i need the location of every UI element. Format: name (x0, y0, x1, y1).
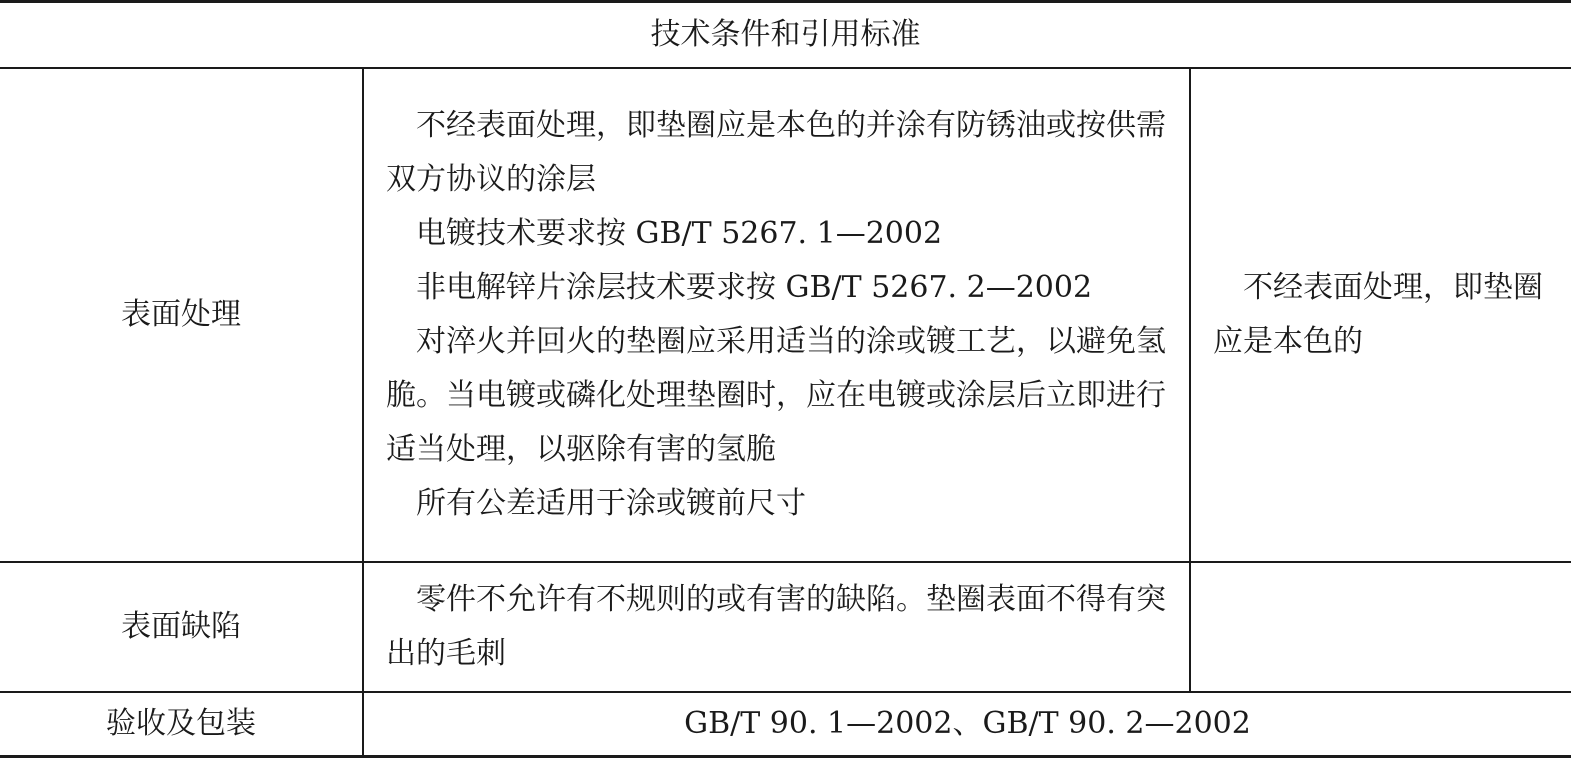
paragraph: 非电解锌片涂层技术要求按 GB/T 5267. 2—2002 (416, 270, 1093, 305)
table-header-row (0, 2, 1571, 69)
row-label-acceptance-packaging: 验收及包装 (0, 692, 363, 756)
table-row (0, 68, 1571, 562)
row-note-surface-treatment (1190, 68, 1571, 562)
row-content-surface-treatment (363, 68, 1190, 562)
row-label-surface-treatment: 表面处理 (0, 68, 363, 562)
paragraph: 电镀技术要求按 GB/T 5267. 1—2002 (416, 216, 943, 251)
table-row (0, 692, 1571, 756)
paragraph: 所有公差适用于涂或镀前尺寸 (416, 486, 806, 521)
paragraph: 零件不允许有不规则的或有害的缺陷。垫圈表面不得有突出的毛刺 (386, 582, 1166, 671)
table-row (0, 562, 1571, 692)
row-note-surface-defects (1190, 562, 1571, 692)
paragraph: 对淬火并回火的垫圈应采用适当的涂或镀工艺，以避免氢脆。当电镀或磷化处理垫圈时，应在电镀或涂层后立即进行适当处理，以驱除有害的氢脆 (386, 324, 1166, 467)
note-text: 不经表面处理，即垫圈应是本色的 (1213, 270, 1543, 359)
row-content-surface-defects (363, 562, 1190, 692)
row-label-surface-defects: 表面缺陷 (0, 562, 363, 692)
row-value-acceptance-packaging: GB/T 90. 1—2002、GB/T 90. 2—2002 (363, 692, 1571, 756)
paragraph: 不经表面处理，即垫圈应是本色的并涂有防锈油或按供需双方协议的涂层 (386, 108, 1166, 197)
table-title: 技术条件和引用标准 (0, 2, 1571, 69)
